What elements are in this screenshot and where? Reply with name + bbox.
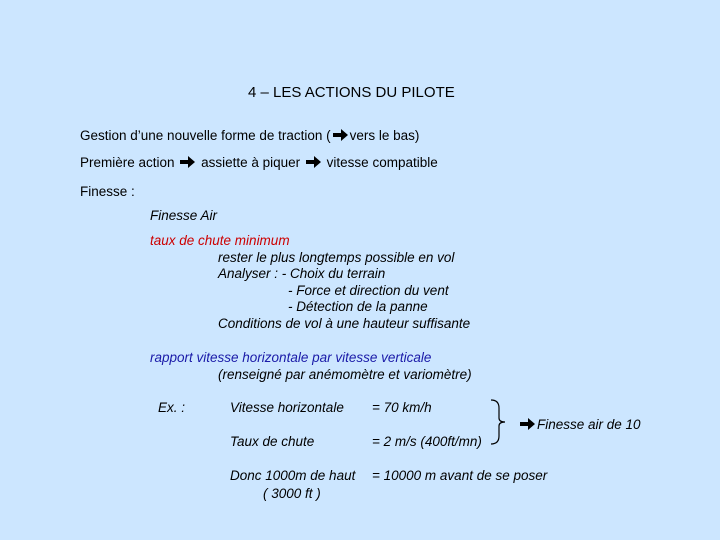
arrow-right-icon [333, 129, 348, 141]
conclusion-text: Donc 1000m de haut [230, 468, 356, 483]
finesse-air-heading: Finesse Air [150, 208, 218, 223]
rapport-subtext: (renseigné par anémomètre et variomètre) [218, 367, 472, 382]
horizontal-speed-value: = 70 km/h [372, 400, 432, 415]
finesse-result [518, 417, 641, 432]
feet-value: ( 3000 ft ) [263, 486, 321, 501]
taux-chute-line-2: Analyser : - Choix du terrain [218, 266, 386, 281]
arrow-right-icon [180, 156, 195, 168]
traction-text-before: Gestion d’une nouvelle forme de traction ( [80, 128, 331, 143]
taux-chute-line-1: rester le plus longtemps possible en vol [218, 250, 455, 265]
compatible-speed-text: vitesse compatible [326, 155, 438, 170]
arrow-right-icon [520, 418, 535, 430]
taux-chute-line-4: - Détection de la panne [288, 299, 428, 314]
brace-icon [487, 398, 515, 446]
pitch-attitude-text: assiette à piquer [201, 155, 301, 170]
traction-line [80, 128, 419, 143]
taux-chute-line-5: Conditions de vol à une hauteur suffisante [218, 316, 471, 331]
example-label: Ex. : [158, 400, 186, 415]
taux-chute-heading: taux de chute minimum [150, 233, 290, 248]
finesse-label: Finesse : [80, 184, 135, 199]
taux-chute-line-3: - Force et direction du vent [288, 283, 449, 298]
horizontal-speed-label: Vitesse horizontale [230, 400, 344, 415]
page-title: 4 – LES ACTIONS DU PILOTE [248, 84, 455, 101]
arrow-right-icon [306, 156, 321, 168]
rapport-heading: rapport vitesse horizontale par vitesse verticale [150, 350, 432, 365]
first-action-line [80, 155, 438, 170]
sink-rate-value: = 2 m/s (400ft/mn) [372, 434, 482, 449]
first-action-text: Première action [80, 155, 175, 170]
traction-text-after: vers le bas) [349, 128, 420, 143]
finesse-result-text: Finesse air de 10 [537, 417, 641, 432]
conclusion-value: = 10000 m avant de se poser [372, 468, 548, 483]
sink-rate-label: Taux de chute [230, 434, 315, 449]
